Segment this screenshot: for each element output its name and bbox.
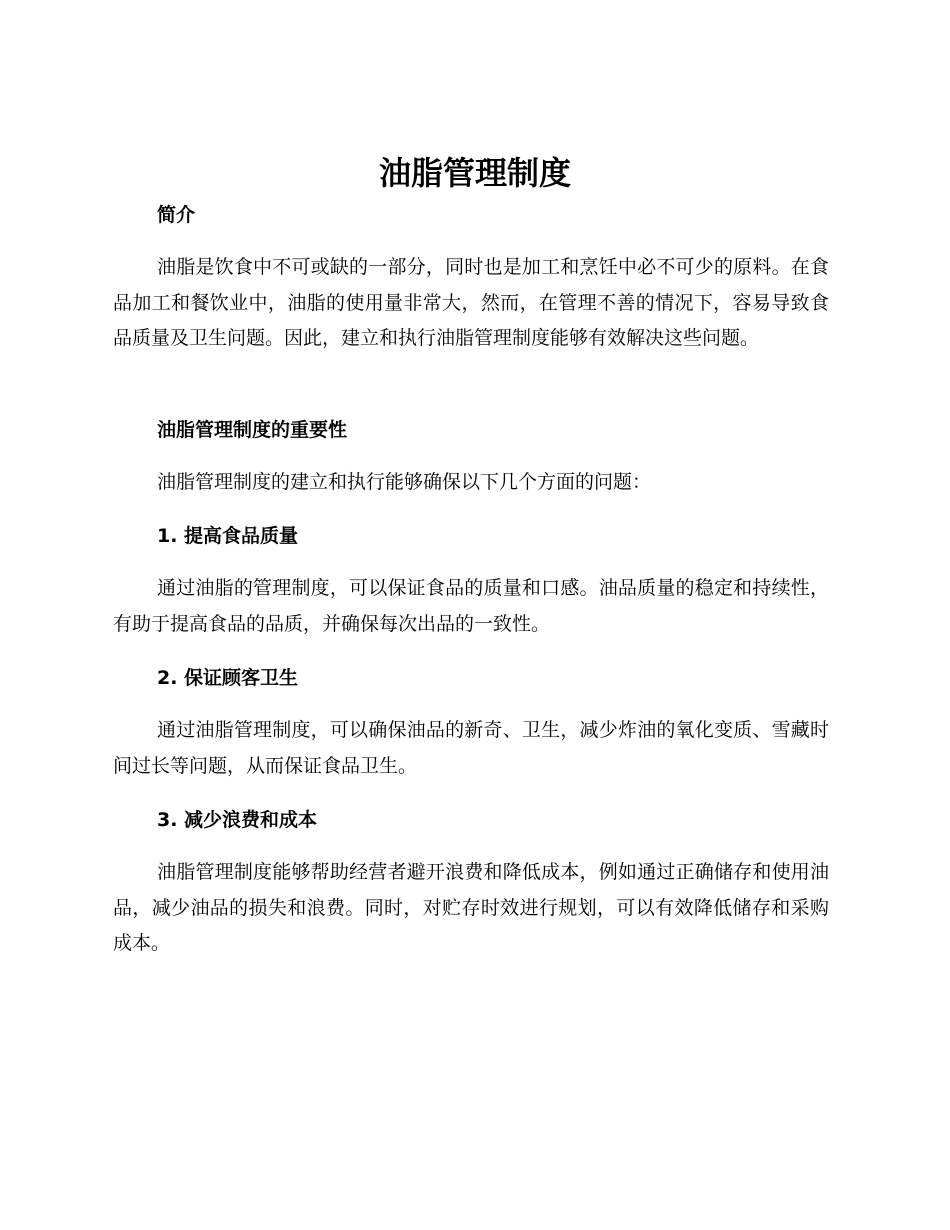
document-title: 油脂管理制度 — [378, 154, 571, 192]
section-heading-hygiene: 2. 保证顾客卫生 — [157, 667, 299, 689]
section-heading-food-quality: 1. 提高食品质量 — [157, 525, 299, 547]
section-text-cost: 油脂管理制度能够帮助经营者避开浪费和降低成本，例如通过正确储存和使用油品，减少油品的损失和浪费。同时，对贮存时效进行规划，可以有效降低储存和采购成本。 — [113, 861, 829, 954]
section-heading-cost: 3. 减少浪费和成本 — [157, 809, 318, 831]
section-heading-introduction: 简介 — [157, 204, 196, 226]
section-text-importance: 油脂管理制度的建立和执行能够确保以下几个方面的问题： — [157, 471, 652, 493]
section-text-hygiene: 通过油脂管理制度，可以确保油品的新奇、卫生，减少炸油的氧化变质、雪藏时间过长等问题，从而保证食品卫生。 — [113, 719, 829, 777]
section-heading-importance: 油脂管理制度的重要性 — [157, 419, 348, 441]
section-text-food-quality: 通过油脂的管理制度，可以保证食品的质量和口感。油品质量的稳定和持续性，有助于提高食品的品质，并确保每次出品的一致性。 — [113, 577, 829, 635]
section-text-introduction: 油脂是饮食中不可或缺的一部分，同时也是加工和烹饪中必不可少的原料。在食品加工和餐饮业中，油脂的使用量非常大，然而，在管理不善的情况下，容易导致食品质量及卫生问题。因此，建立和执行油脂管理制度能够有效解决这些问题。 — [113, 256, 829, 349]
